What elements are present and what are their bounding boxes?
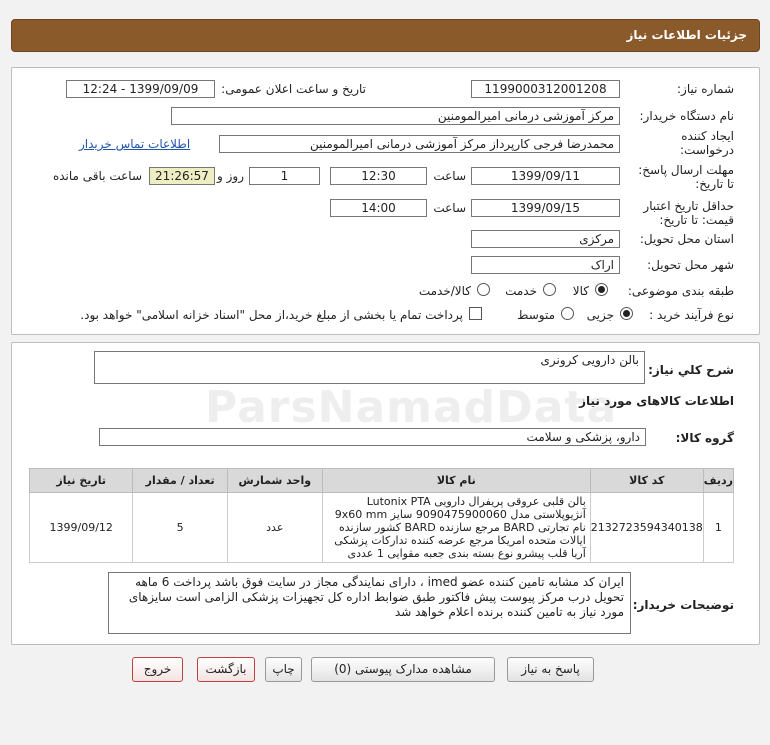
creator-label-1: ایجاد کننده xyxy=(681,129,734,143)
buyer-contact-link[interactable]: اطلاعات تماس خریدار xyxy=(79,137,191,151)
goods-info-title: اطلاعات کالاهای مورد نیاز xyxy=(579,394,734,408)
row-name: بالن قلبی عروقی پریفرال دارویی Lutonix PTA آنژیوپلاستی مدل 9090475900060 سایز 9x60 mm نام تجارتی BARD مرجع سازنده BARD کشور سازنده ایالات متحده امریکا مرجع عرضه کننده تدارکات پزشکی آریا قلب پیشرو نوع بسته بندی جعبه مقوایی 1 عددی xyxy=(322,493,590,563)
reply-button[interactable]: پاسخ به نیاز xyxy=(507,657,594,682)
category-goods-label: کالا xyxy=(572,284,589,298)
print-button[interactable]: چاپ xyxy=(265,657,302,682)
category-goods-radio[interactable] xyxy=(595,283,608,296)
col-qty: تعداد / مقدار xyxy=(133,469,227,493)
col-name: نام کالا xyxy=(322,469,590,493)
buyer-notes-label: توضیحات خریدار: xyxy=(632,598,734,612)
deadline-label-1: مهلت ارسال پاسخ: xyxy=(638,163,734,177)
remaining-time-field: 21:26:57 xyxy=(149,167,215,185)
col-code: کد کالا xyxy=(590,469,703,493)
process-minor-radio[interactable] xyxy=(620,307,633,320)
announce-field: 1399/09/09 - 12:24 xyxy=(66,80,215,98)
back-button[interactable]: بازگشت xyxy=(197,657,255,682)
buyer-org-field: مرکز آموزشی درمانی امیرالمومنین xyxy=(171,107,620,125)
category-service-label: خدمت xyxy=(505,284,537,298)
category-service-radio[interactable] xyxy=(543,283,556,296)
row-date: 1399/09/12 xyxy=(30,493,133,563)
row-unit: عدد xyxy=(227,493,322,563)
city-field: اراک xyxy=(471,256,620,274)
process-minor-label: جزیی xyxy=(586,308,614,322)
creator-label-2: درخواست: xyxy=(680,143,734,157)
remaining-label: ساعت باقی مانده xyxy=(52,169,142,183)
goods-group-field: دارو، پزشکی و سلامت xyxy=(99,428,646,446)
process-medium-radio[interactable] xyxy=(561,307,574,320)
days-label: روز و xyxy=(217,169,244,183)
row-qty: 5 xyxy=(133,493,227,563)
days-remaining-field: 1 xyxy=(249,167,320,185)
validity-date-field: 1399/09/15 xyxy=(471,199,620,217)
treasury-payment-note: پرداخت تمام یا بخشی از مبلغ خرید،از محل "اسناد خزانه اسلامی" خواهد بود. xyxy=(80,308,463,322)
need-number-field: 1199000312001208 xyxy=(471,80,620,98)
col-unit: واحد شمارش xyxy=(227,469,322,493)
announce-label: تاریخ و ساعت اعلان عمومی: xyxy=(221,82,366,96)
process-medium-label: متوسط xyxy=(517,308,555,322)
category-goods-service-radio[interactable] xyxy=(477,283,490,296)
category-label: طبقه بندی موضوعی: xyxy=(627,284,734,298)
col-date: تاریخ نیاز xyxy=(30,469,133,493)
buyer-notes-field: ایران کد مشابه تامین کننده عضو imed ، دارای نمایندگی مجاز در سایت فوق باشد پرداخت 6 ماهه تحویل درب مرکز پیوست پیش فاکتور طبق ضوابط اداره کل تجهیزات پزشکی الزامی است سایزهای مورد نیاز به تامین کننده برنده اعلام خواهد شد xyxy=(108,572,631,634)
province-field: مرکزی xyxy=(471,230,620,248)
province-label: استان محل تحویل: xyxy=(639,232,734,246)
goods-table xyxy=(29,468,734,563)
deadline-time-field: 12:30 xyxy=(330,167,427,185)
treasury-payment-checkbox[interactable] xyxy=(469,307,482,320)
summary-label: شرح کلي نياز: xyxy=(648,363,734,377)
col-index: ردیف xyxy=(703,469,733,493)
goods-group-label: گروه کالا: xyxy=(675,431,734,445)
validity-time-field: 14:00 xyxy=(330,199,427,217)
process-label: نوع فرآیند خرید : xyxy=(649,308,734,322)
validity-label-1: حداقل تاریخ اعتبار xyxy=(643,199,734,213)
validity-time-label: ساعت xyxy=(433,201,466,215)
deadline-time-label: ساعت xyxy=(433,169,466,183)
attachments-button[interactable]: مشاهده مدارک پیوستی (0) xyxy=(311,657,495,682)
validity-label-2: قیمت: تا تاریخ: xyxy=(659,213,734,227)
deadline-label-2: تا تاریخ: xyxy=(695,177,734,191)
row-index: 1 xyxy=(703,493,733,563)
need-number-label: شماره نیاز: xyxy=(677,82,734,96)
category-goods-service-label: کالا/خدمت xyxy=(418,284,471,298)
deadline-date-field: 1399/09/11 xyxy=(471,167,620,185)
exit-button[interactable]: خروج xyxy=(132,657,183,682)
summary-field: بالن دارویی کرونری xyxy=(94,351,645,384)
buyer-org-label: نام دستگاه خریدار: xyxy=(639,109,734,123)
creator-field: محمدرضا فرجی کارپرداز مرکز آموزشی درمانی امیرالمومنین xyxy=(219,135,620,153)
row-code: 2132723594340138 xyxy=(590,493,703,563)
table-row xyxy=(30,493,734,563)
page-title: جزئیات اطلاعات نیاز xyxy=(11,19,760,52)
city-label: شهر محل تحویل: xyxy=(647,258,734,272)
